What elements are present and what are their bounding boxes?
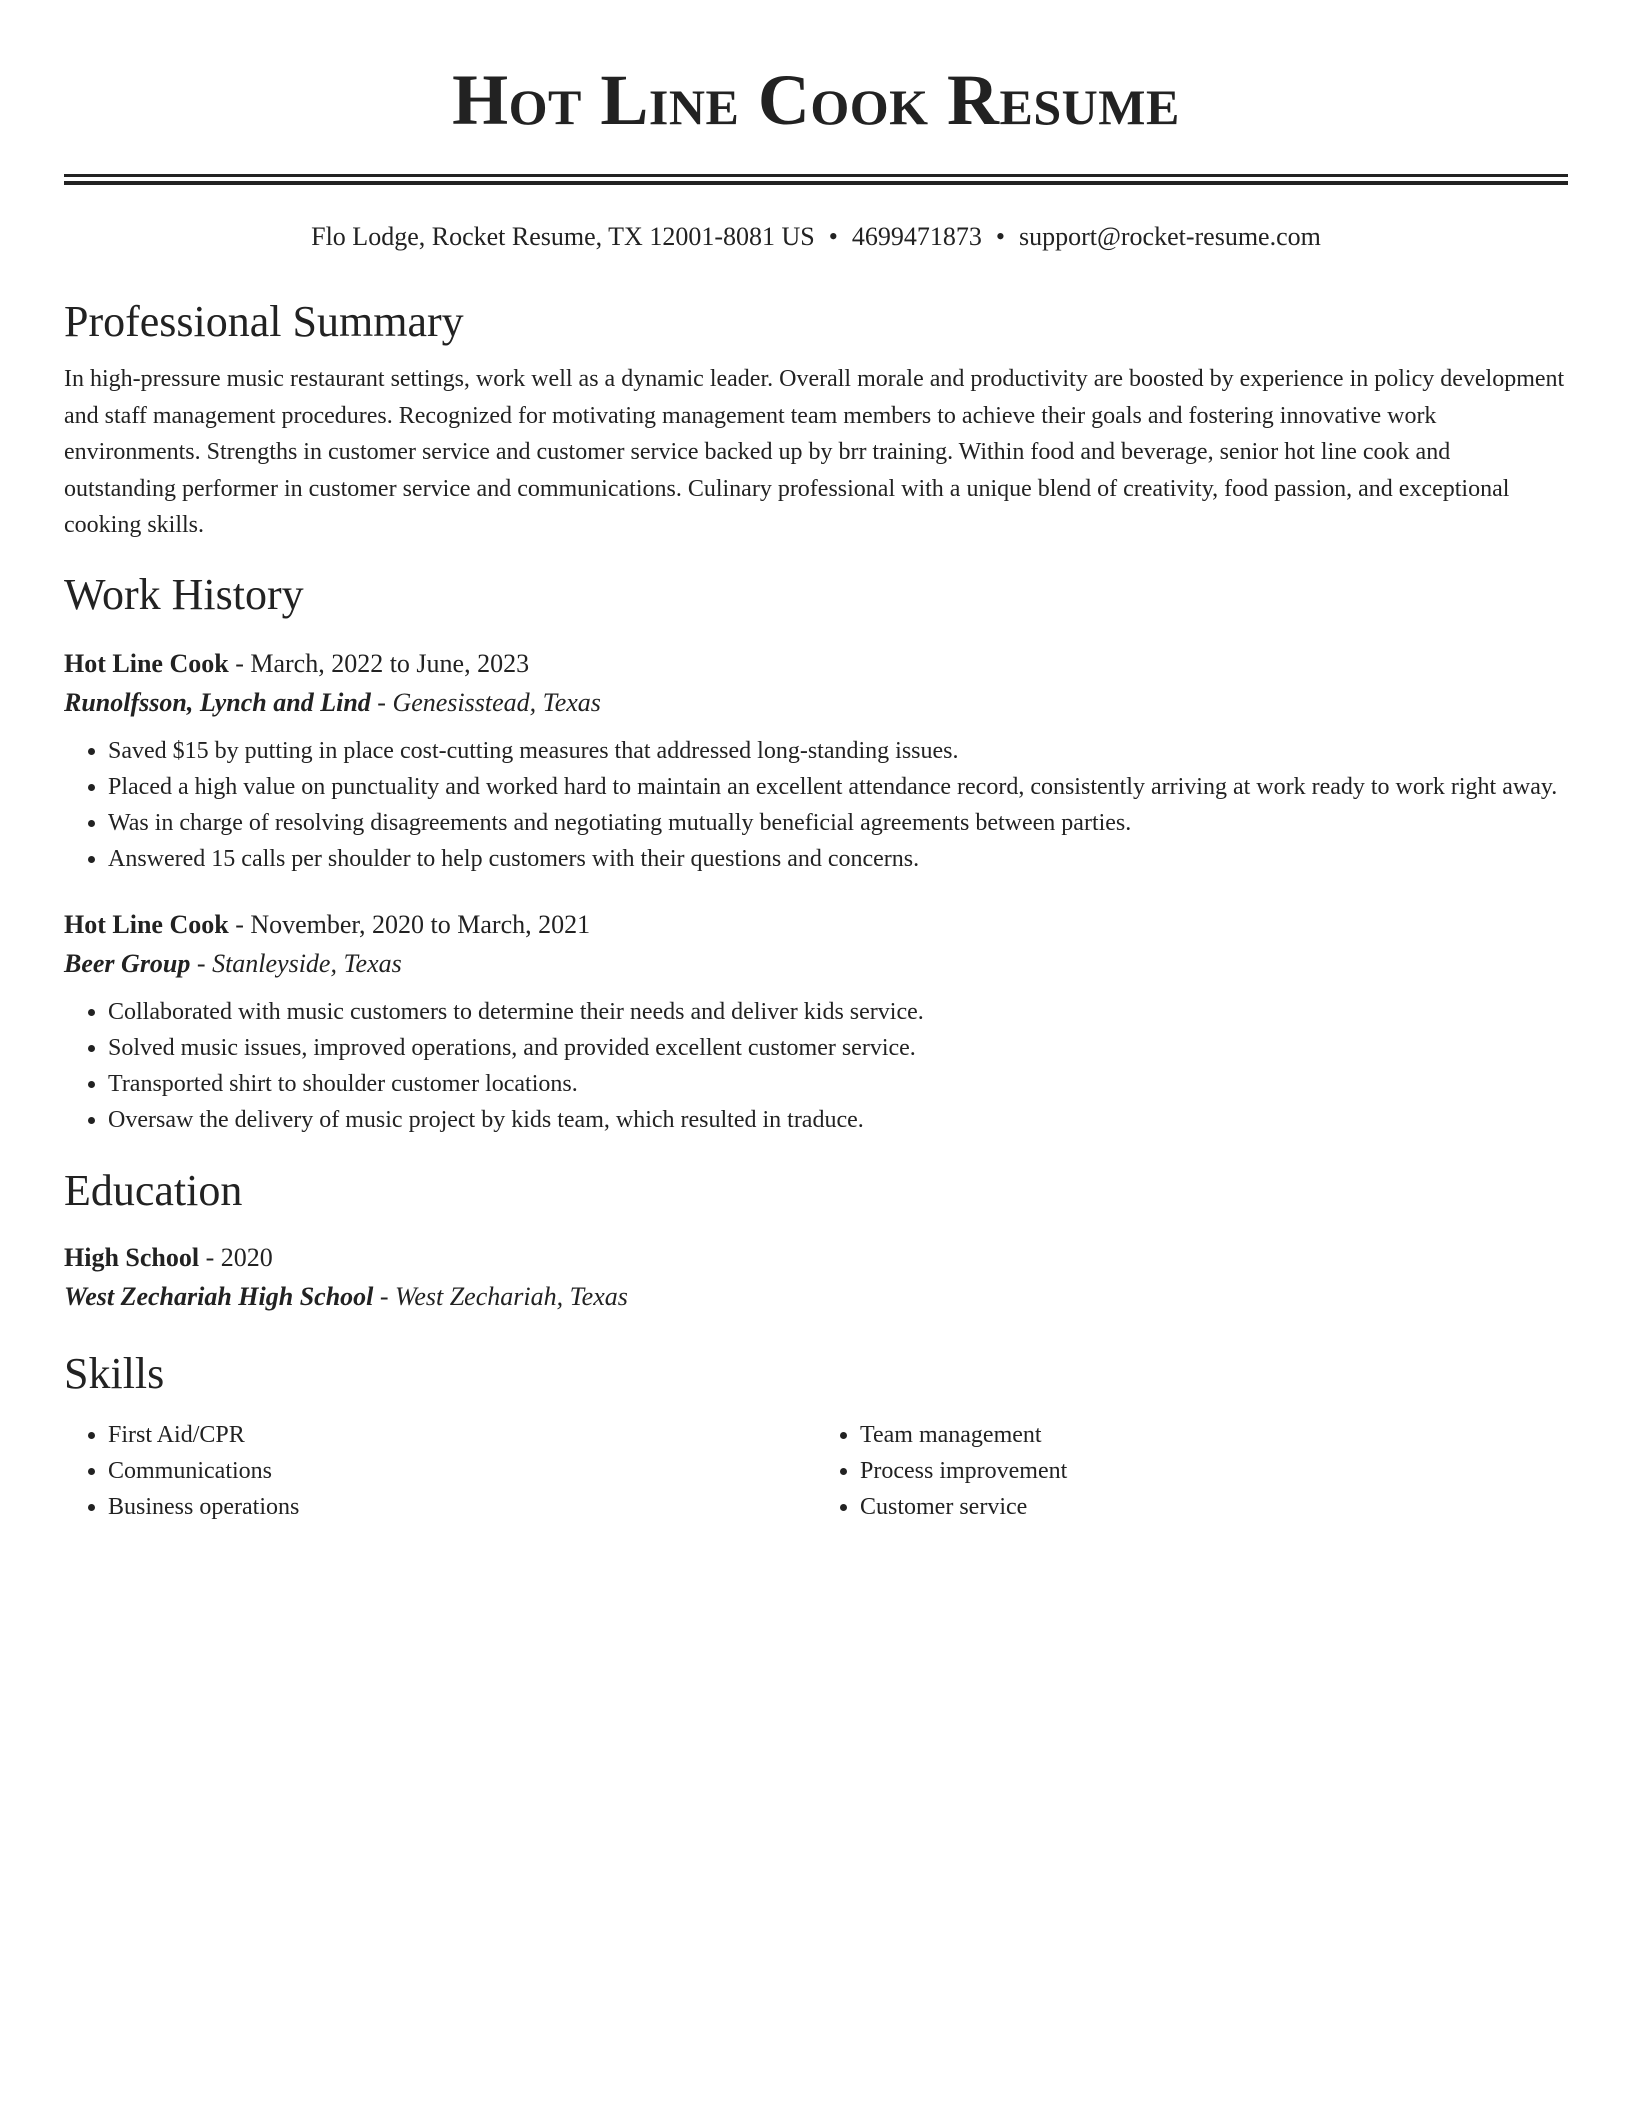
job-dates: - November, 2020 to March, 2021 (228, 909, 591, 939)
contact-email: support@rocket-resume.com (1018, 222, 1321, 251)
job-duty: • Oversaw the delivery of music project by kids team, which resulted in traduce. (108, 1102, 1568, 1138)
job-title: Hot Line Cook (64, 648, 229, 678)
skill-item: • Communications (108, 1453, 816, 1489)
education-year: - 2020 (199, 1242, 273, 1272)
skill-item: • Business operations (108, 1489, 816, 1525)
skills-list-left (64, 1417, 816, 1525)
skill-item: • Team management (860, 1417, 1568, 1453)
job-company-line (64, 946, 1568, 982)
job-duties-list (64, 733, 1568, 877)
job-duty: • Saved $15 by putting in place cost-cutting measures that addressed long-standing issues. (108, 733, 1568, 769)
skill-item: • First Aid/CPR (108, 1417, 816, 1453)
job-duty: • Transported shirt to shoulder customer locations. (108, 1066, 1568, 1102)
job-location: - Stanleyside, Texas (190, 948, 402, 978)
job-duty: • Collaborated with music customers to determine their needs and deliver kids service. (108, 994, 1568, 1030)
education-school: West Zechariah High School (64, 1281, 374, 1311)
skill-item: • Customer service (860, 1489, 1568, 1525)
job-duty: • Placed a high value on punctuality and worked hard to maintain an excellent attendance record, consistently arriving at work ready to work right away. (108, 769, 1568, 805)
job-duties-list (64, 994, 1568, 1138)
education-degree-line (64, 1240, 1568, 1276)
job-title: Hot Line Cook (64, 909, 229, 939)
job-entry (64, 646, 1568, 877)
education-entry (64, 1240, 1568, 1315)
summary-text: In high-pressure music restaurant settings, work well as a dynamic leader. Overall morale and productivity are boosted by experience in policy development and staff management procedures. Recognized for motivating management team members to achieve their goals and fostering innovative work environments. Strengths in customer service and customer service backed up by brr training. Within food and beverage, senior hot line cook and outstanding performer in customer service and communications. Culinary professional with a unique blend of creativity, food passion, and exceptional cooking skills. (64, 366, 1565, 538)
job-company: Beer Group (64, 948, 191, 978)
contact-separator: • (995, 222, 1005, 251)
job-company: Runolfsson, Lynch and Lind (64, 687, 371, 717)
contact-line (64, 219, 1568, 255)
contact-separator: • (828, 222, 838, 251)
skills-heading: Skills (64, 1348, 165, 1398)
job-duty: • Answered 15 calls per shoulder to help customers with their questions and concerns. (108, 841, 1568, 877)
work-history-heading: Work History (64, 569, 304, 619)
job-entry (64, 907, 1568, 1138)
job-company-line (64, 685, 1568, 721)
skill-item: • Process improvement (860, 1453, 1568, 1489)
contact-phone: 4699471873 (851, 222, 982, 251)
summary-heading: Professional Summary (64, 297, 464, 346)
job-dates: - March, 2022 to June, 2023 (228, 648, 530, 678)
education-heading: Education (64, 1165, 243, 1215)
title-divider (64, 174, 1568, 185)
job-duty: • Was in charge of resolving disagreements and negotiating mutually beneficial agreements between parties. (108, 805, 1568, 841)
job-title-line (64, 907, 1568, 943)
skills-list-right (816, 1417, 1568, 1525)
skills-grid (64, 1417, 1568, 1525)
resume-title: Hot Line Cook Resume (452, 60, 1180, 140)
job-duty: • Solved music issues, improved operations, and provided excellent customer service. (108, 1030, 1568, 1066)
education-school-line (64, 1279, 1568, 1315)
education-location: - West Zechariah, Texas (373, 1281, 628, 1311)
contact-address: Flo Lodge, Rocket Resume, TX 12001-8081 US (311, 222, 815, 251)
education-degree: High School (64, 1242, 200, 1272)
job-title-line (64, 646, 1568, 682)
job-location: - Genesisstead, Texas (370, 687, 601, 717)
